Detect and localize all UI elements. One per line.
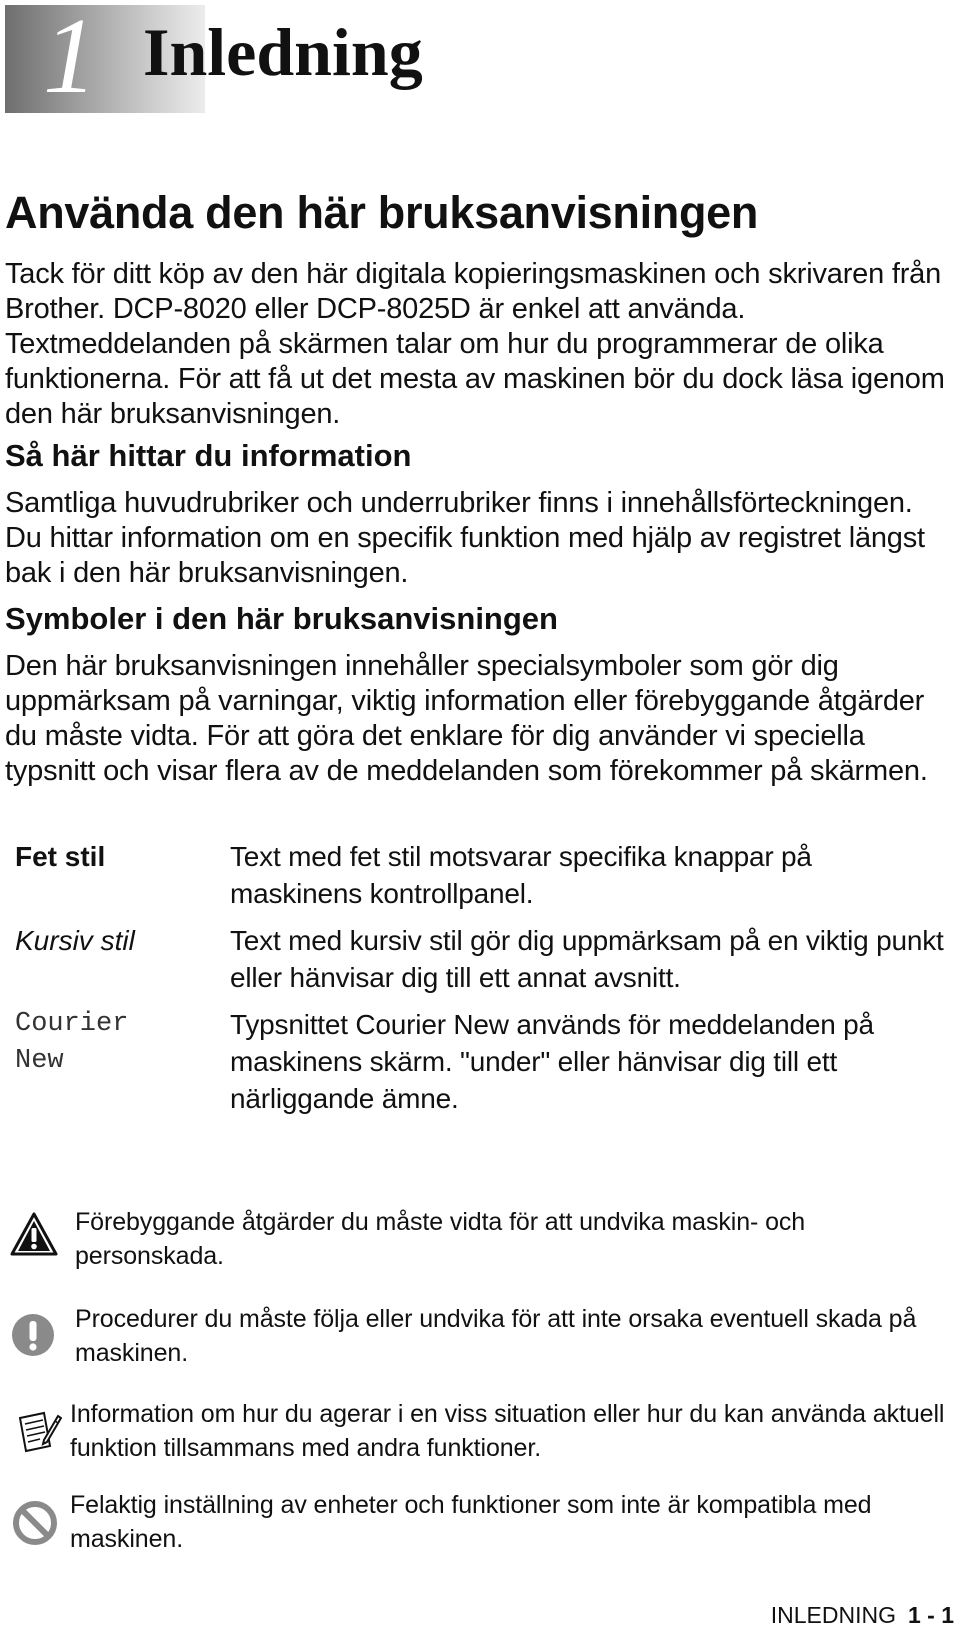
intro-paragraph: Tack för ditt köp av den här digitala kopieringsmaskinen och skrivaren från Brother. DCP-8020 eller DCP-8025D är enkel att använda. Textmeddelanden på skärmen talar om hur du programmerar de olika funktionerna. För att få ut det mesta av maskinen bör du dock läsa igenom den här bruksanvisningen. (5, 258, 945, 430)
symbol-label-italic: Kursiv stil (15, 925, 135, 956)
note-pencil-icon (14, 1408, 62, 1454)
symbol-desc-courier: Typsnittet Courier New används för meddelanden på maskinens skärm. "under" eller hänvisar dig till ett närliggande ämne. (230, 1009, 874, 1114)
symbol-desc-bold: Text med fet stil motsvarar specifika knappar på maskinens kontrollpanel. (230, 841, 812, 909)
page-title: Använda den här bruksanvisningen (5, 187, 759, 238)
section-body-symbols: Den här bruksanvisningen innehåller specialsymboler som gör dig uppmärksam på varningar, viktig information eller förebyggande åtgärder du måste vidta. För att göra det enklare för dig använder vi speciella typsnitt och visar flera av de meddelanden som förekommer på skärmen. (5, 650, 928, 787)
footer-page-number: 1 - 1 (907, 1602, 954, 1628)
section-heading-symbols: Symboler i den här bruksanvisningen (5, 601, 558, 636)
caution-exclamation-icon (11, 1313, 55, 1357)
prohibited-icon (12, 1500, 58, 1546)
note-caution-text: Procedurer du måste följa eller undvika för att inte orsaka eventuell skada på maskinen. (75, 1305, 917, 1367)
symbol-label-bold: Fet stil (15, 841, 106, 872)
symbol-desc-italic: Text med kursiv stil gör dig uppmärksam på en viktig punkt eller hänvisar dig till ett annat avsnitt. (230, 925, 944, 993)
section-heading-find-info: Så här hittar du information (5, 438, 412, 473)
section-body-find-info: Samtliga huvudrubriker och underrubriker finns i innehållsförteckningen. Du hittar information om en specifik funktion med hjälp av registret längst bak i den här bruksanvisningen. (5, 487, 925, 589)
chapter-number: 1 (43, 0, 97, 116)
symbol-label-courier: Courier New (15, 1009, 129, 1076)
warning-triangle-icon (10, 1212, 58, 1256)
note-info-text: Information om hur du agerar i en viss situation eller hur du kan använda aktuell funktion tillsammans med andra funktioner. (70, 1400, 945, 1462)
page-footer (771, 1600, 954, 1630)
note-prohibited-text: Felaktig inställning av enheter och funktioner som inte är kompatibla med maskinen. (70, 1491, 872, 1553)
chapter-title: Inledning (143, 14, 423, 90)
footer-section: INLEDNING (770, 1602, 896, 1628)
note-warning-text: Förebyggande åtgärder du måste vidta för att undvika maskin- och personskada. (75, 1208, 806, 1270)
